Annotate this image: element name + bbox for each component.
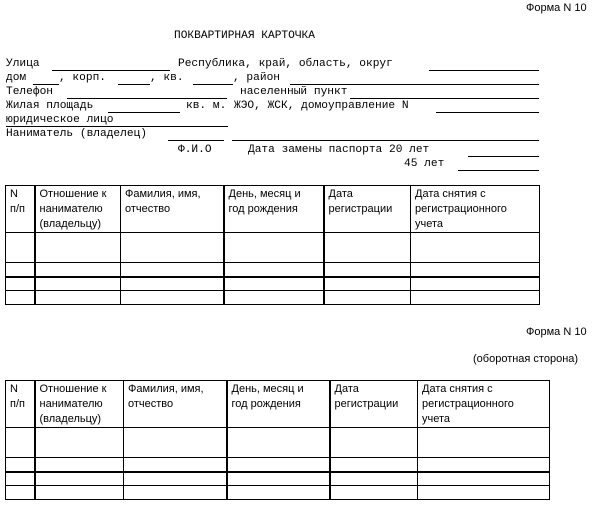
table-row[interactable] xyxy=(6,233,540,263)
legal-entity-field[interactable] xyxy=(6,126,228,127)
locality-label: населенный пункт xyxy=(240,86,348,98)
house-label: дом xyxy=(6,72,27,84)
district-field[interactable] xyxy=(290,84,539,85)
phone-label: Телефон xyxy=(6,86,53,98)
col-birth-header: День, месяц и год рождения xyxy=(224,186,324,233)
col-registration-header: Дата регистрации xyxy=(324,186,411,233)
col-number-header: N п/п xyxy=(6,381,35,428)
table-row[interactable] xyxy=(6,428,550,458)
passport-45-label: 45 лет xyxy=(404,158,445,170)
residents-table-front xyxy=(5,185,540,305)
area-unit-label: кв. м. xyxy=(186,100,227,112)
street-field[interactable] xyxy=(52,70,170,71)
living-area-label: Жилая площадь xyxy=(6,100,94,112)
passport-20-field[interactable] xyxy=(468,156,539,157)
col-birth-header: День, месяц и год рождения xyxy=(227,381,330,428)
building-field[interactable] xyxy=(118,84,150,85)
table-header-row xyxy=(6,381,550,428)
district-label: , район xyxy=(233,72,280,84)
republic-field[interactable] xyxy=(429,70,539,71)
col-relation-header: Отношение к нанимателю (владельцу) xyxy=(35,381,124,428)
passport-45-field[interactable] xyxy=(458,170,539,171)
table-row[interactable] xyxy=(6,486,550,500)
col-deregistration-header: Дата снятия с регистрационного учета xyxy=(418,381,550,428)
housing-office-label: ЖЭО, ЖСК, домоуправление N xyxy=(234,100,409,112)
back-form-number-label: Форма N 10 xyxy=(526,326,587,338)
building-label: , корп. xyxy=(59,72,106,84)
passport-20-label: Дата замены паспорта 20 лет xyxy=(248,144,430,156)
form-number-label: Форма N 10 xyxy=(526,2,587,14)
table-row[interactable] xyxy=(6,277,540,291)
col-number-header: N п/п xyxy=(6,186,35,233)
table-header-row xyxy=(6,186,540,233)
apartment-field[interactable] xyxy=(193,84,233,85)
house-field[interactable] xyxy=(33,84,59,85)
col-deregistration-header: Дата снятия с регистрационного учета xyxy=(411,186,540,233)
locality-field[interactable] xyxy=(350,98,539,99)
table-row[interactable] xyxy=(6,291,540,305)
table-row[interactable] xyxy=(6,458,550,472)
back-side-label: (оборотная сторона) xyxy=(473,353,579,365)
legal-entity-label: юридическое лицо xyxy=(6,114,114,126)
tenant-field-b[interactable] xyxy=(232,140,539,141)
col-registration-header: Дата регистрации xyxy=(330,381,418,428)
table-row[interactable] xyxy=(6,263,540,277)
housing-office-field[interactable] xyxy=(436,112,539,113)
table-row[interactable] xyxy=(6,472,550,486)
col-name-header: Фамилия, имя, отчество xyxy=(121,186,224,233)
fio-label: Ф.И.О xyxy=(178,144,212,156)
apartment-label: , кв. xyxy=(150,72,184,84)
living-area-field[interactable] xyxy=(108,112,180,113)
tenant-label: Наниматель (владелец) xyxy=(6,128,147,140)
phone-field[interactable] xyxy=(67,98,227,99)
col-relation-header: Отношение к нанимателю (владельцу) xyxy=(35,186,121,233)
col-name-header: Фамилия, имя, отчество xyxy=(124,381,227,428)
residents-table-back xyxy=(5,380,550,500)
republic-label: Республика, край, область, округ xyxy=(178,58,393,70)
card-title: ПОКВАРТИРНАЯ КАРТОЧКА xyxy=(174,30,315,42)
street-label: Улица xyxy=(6,58,40,70)
tenant-field-a[interactable] xyxy=(168,140,224,141)
